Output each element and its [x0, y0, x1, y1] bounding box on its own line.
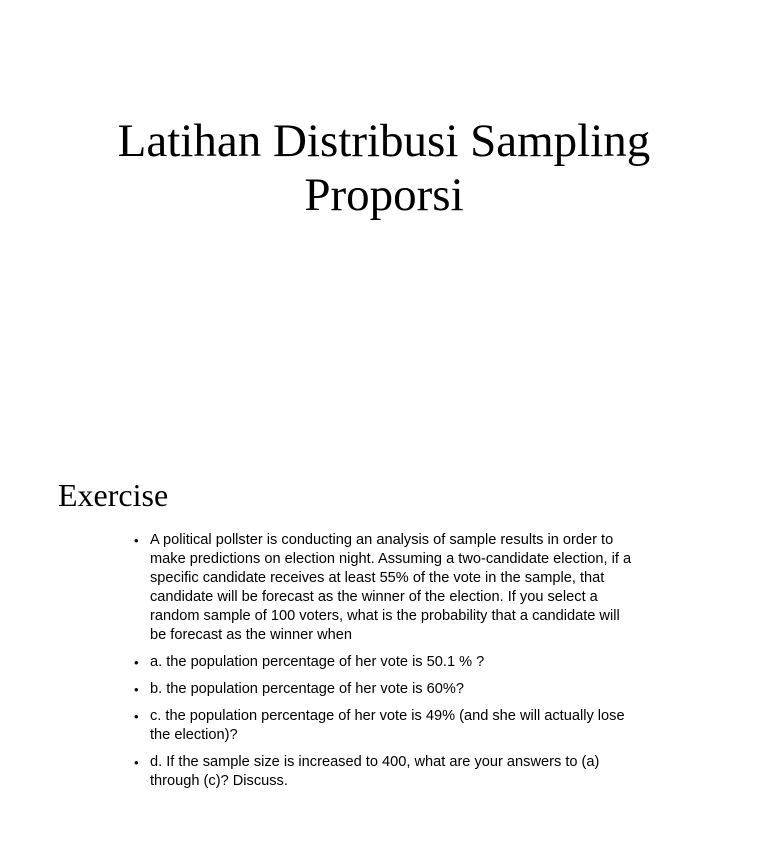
bullet-dot-icon: • — [134, 709, 139, 724]
bullet-dot-icon: • — [134, 682, 139, 697]
bullet-text: A political pollster is conducting an analysis of sample results in order to make predictions on election night. Assuming a two-candidate election, if a specific candidate receives at least 55% of the vote in the sample, that candidate will be forecast as the winner of the election. If you select a random sample of 100 voters, what is the probability that a candidate will be forecast as the winner when — [150, 532, 632, 643]
bullet-dot-icon: • — [134, 755, 139, 770]
exercise-bullet-list — [134, 531, 634, 799]
bullet-text: a. the population percentage of her vote is 50.1 % ? — [150, 654, 485, 670]
bullet-item — [134, 680, 634, 699]
bullet-dot-icon: • — [134, 655, 139, 670]
bullet-text: b. the population percentage of her vote is 60%? — [150, 681, 464, 697]
slide-title-heading — [0, 114, 768, 222]
bullet-item — [134, 707, 634, 745]
bullet-item — [134, 531, 634, 645]
title-line-2: Proporsi — [304, 169, 464, 221]
title-line-1: Latihan Distribusi Sampling — [117, 115, 651, 167]
bullet-text: c. the population percentage of her vote is 49% (and she will actually lose the election)? — [150, 708, 625, 743]
exercise-heading: Exercise — [58, 477, 169, 513]
bullet-text: d. If the sample size is increased to 400, what are your answers to (a) through (c)? Discuss. — [150, 754, 600, 789]
bullet-item — [134, 753, 634, 791]
bullet-item — [134, 653, 634, 672]
slide-exercise — [0, 433, 768, 866]
bullet-dot-icon: • — [134, 533, 139, 548]
